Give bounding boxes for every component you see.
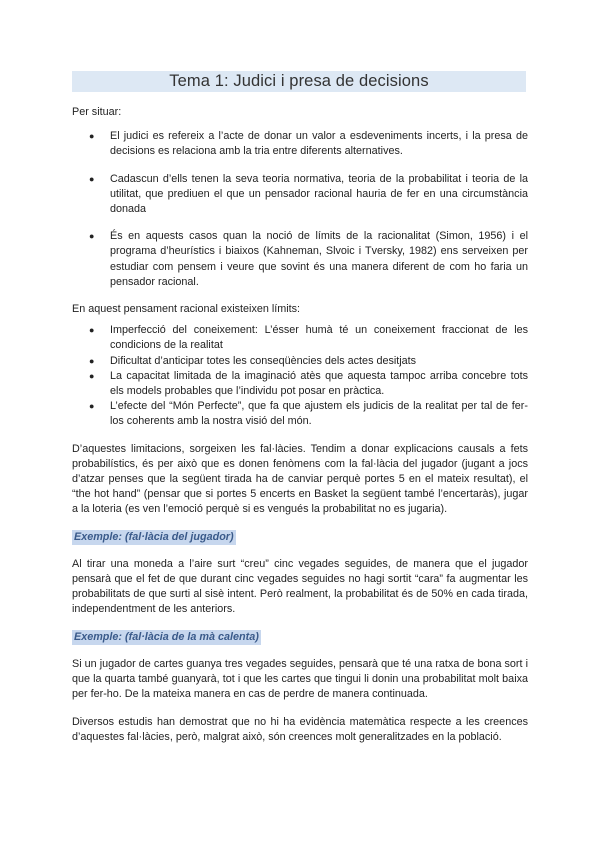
bullet-icon: ● <box>89 355 95 366</box>
fallacies-paragraph: D’aquestes limitacions, sorgeixen les fal·làcies. Tendim a donar explicacions causals a fets probabilístics, és per això que es donen fenòmens com la fal·làcia del jugador (jugant a jocs d’atzar penses que la següent tirada ha de canviar perquè portes 5 en el mateix resultat), el “the hot hand” (pensar que si portes 5 encerts en Basket la següent també l’encertaràs), jugar a la loteria (es ven l’emoció perquè si es vengués la probabilitat no es jugaria). <box>72 442 528 516</box>
intro-text: Per situar: <box>72 106 122 118</box>
bullet-icon: ● <box>89 325 95 336</box>
bullet-icon: ● <box>89 231 95 242</box>
closing-paragraph: Diversos estudis han demostrat que no hi ha evidència matemàtica respecte a les creences d’aquestes fal·làcies, però, malgrat això, són creences molt generalitzades en la població. <box>72 715 528 743</box>
bullet-icon: ● <box>89 173 95 184</box>
list-item: ● És en aquests casos quan la noció de límits de la racionalitat (Simon, 1956) i el programa d’heurístics i biaixos (Kahneman, Slvoic i Tversky, 1982) ens serveixen per estudiar com pensem i veure que sovint és una manera diferent de com ho faria un pensador racional. <box>89 230 528 288</box>
bullet-icon: ● <box>89 401 95 412</box>
example-heading-1-wrap <box>72 530 528 545</box>
document-body <box>72 105 528 745</box>
list-item: ● La capacitat limitada de la imaginació atès que aquesta tampoc arriba concebre tots els models probables que l’individu pot posar en pràctica. <box>89 369 528 398</box>
bullet-icon: ● <box>89 131 95 142</box>
situar-list <box>72 129 528 290</box>
example-2-text: Si un jugador de cartes guanya tres vegades seguides, pensarà que té una ratxa de bona sort i que la quarta també guanyarà, tot i que les cartes que tingui li donin una probabilitat molt baixa per fer-ho. De la mateixa manera en cas de perdre de manera continuada. <box>72 657 528 701</box>
list-item: ● L’efecte del “Món Perfecte”, que fa que ajustem els judicis de la realitat per tal de fer-los coherents amb la nostra visió del món. <box>89 400 528 428</box>
list-item: ● Dificultat d’anticipar totes les conseqüències dels actes desitjats <box>72 354 528 369</box>
bullet-icon: ● <box>89 370 95 381</box>
example-1-text: Al tirar una moneda a l’aire surt “creu” cinc vegades seguides, de manera que el jugador pensarà que el fet de que durant cinc vegades seguides no hagi sortit “cara” fa augmentar les probabilitats de que surti al sisè intent. Però realment, la probabilitat és de 50% en cada tirada, independentment de les anteriors. <box>72 557 528 616</box>
page-title: Tema 1: Judici i presa de decisions <box>72 71 526 92</box>
list-item: ● Cadascun d’ells tenen la seva teoria normativa, teoria de la probabilitat i teoria de la utilitat, que prediuen el que un pensador racional hauria de fer en una circumstància donada <box>89 172 528 216</box>
limits-list <box>72 323 528 429</box>
example-heading-1: Exemple: (fal·làcia del jugador) <box>72 530 236 545</box>
list-item: ● Imperfecció del coneixement: L’ésser humà té un coneixement fraccionat de les condicions de la realitat <box>89 324 528 352</box>
limits-intro: En aquest pensament racional existeixen límits: <box>72 303 301 316</box>
list-item: ● El judici es refereix a l’acte de donar un valor a esdeveniments incerts, i la presa de decisions es relaciona amb la tria entre diferents alternatives. <box>89 130 528 158</box>
example-heading-2-wrap <box>72 630 528 645</box>
example-heading-2: Exemple: (fal·làcia de la mà calenta) <box>72 630 261 645</box>
